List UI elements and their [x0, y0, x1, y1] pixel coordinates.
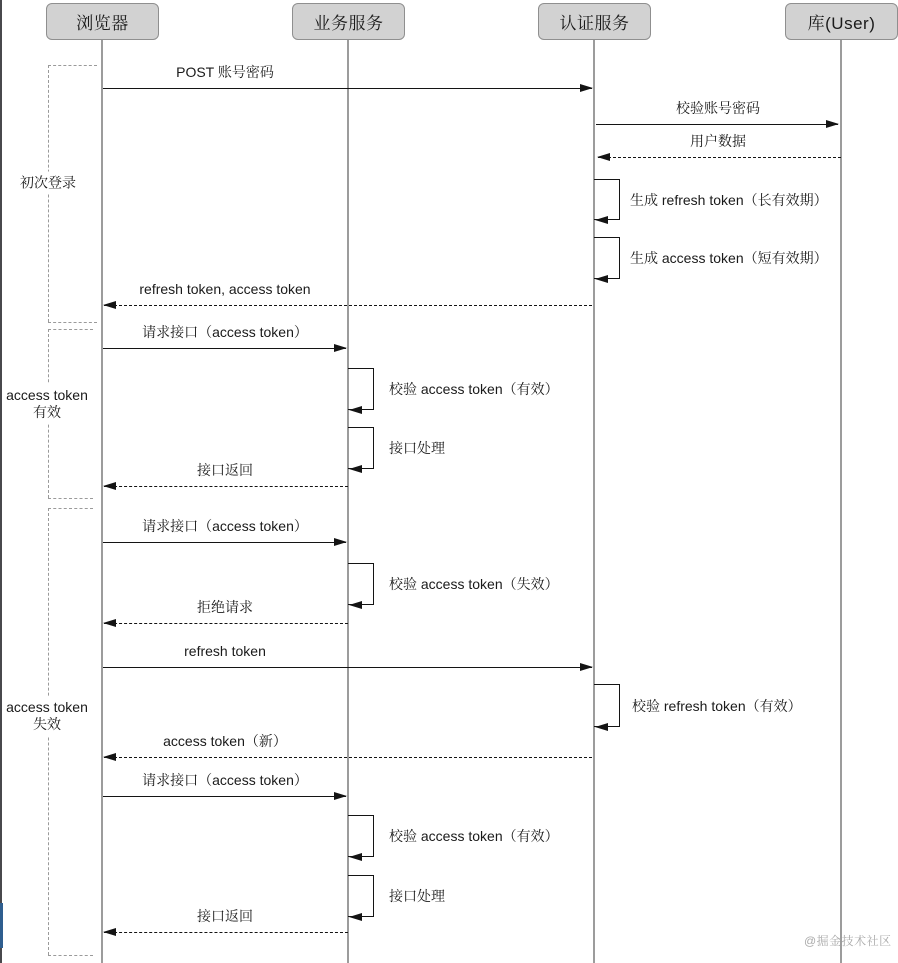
self-message-loop	[594, 684, 620, 727]
arrowhead-left-icon	[595, 723, 608, 731]
arrowhead-left-icon	[103, 482, 116, 490]
window-edge-accent	[0, 903, 3, 948]
group-label	[19, 172, 77, 195]
self-message-label: 接口处理	[389, 440, 445, 456]
message-label: 拒绝请求	[197, 599, 253, 615]
self-message-loop	[348, 563, 374, 605]
arrowhead-left-icon	[595, 275, 608, 283]
self-message-label: 接口处理	[389, 888, 445, 904]
message-label: 接口返回	[197, 908, 253, 924]
message-arrow	[104, 486, 348, 487]
group-label	[5, 696, 89, 736]
arrowhead-left-icon	[103, 619, 116, 627]
group-label-line: access token	[6, 699, 88, 715]
group-frame-tick-bottom	[48, 322, 97, 323]
self-message-label: 生成 refresh token（长有效期）	[630, 191, 828, 208]
arrowhead-right-icon	[334, 344, 347, 352]
watermark: @掘金技术社区	[804, 934, 892, 948]
arrowhead-left-icon	[349, 853, 362, 861]
actor-label: 认证服务	[559, 14, 630, 33]
group-label-line: 失效	[33, 716, 61, 732]
message-arrow	[598, 157, 841, 158]
self-message-label: 校验 access token（失效）	[389, 576, 559, 592]
message-arrow	[103, 348, 346, 349]
message-label: refresh token, access token	[139, 281, 311, 297]
message-label: POST 账号密码	[176, 64, 274, 80]
window-edge	[0, 0, 2, 963]
message-arrow	[104, 623, 348, 624]
arrowhead-right-icon	[334, 538, 347, 546]
message-label: refresh token	[184, 643, 266, 659]
self-message-loop	[594, 179, 620, 220]
arrowhead-right-icon	[580, 84, 593, 92]
group-frame-tick-top	[48, 65, 97, 66]
message-label: 请求接口（access token）	[142, 324, 308, 340]
message-arrow	[103, 88, 592, 89]
message-label: 接口返回	[197, 462, 253, 478]
arrowhead-left-icon	[595, 216, 608, 224]
self-message-loop	[348, 368, 374, 410]
actor-label: 业务服务	[313, 14, 384, 33]
message-arrow	[103, 542, 346, 543]
message-label: access token（新）	[163, 733, 287, 749]
arrowhead-left-icon	[349, 406, 362, 414]
self-message-loop	[348, 875, 374, 917]
self-message-label: 生成 access token（短有效期）	[630, 250, 828, 266]
message-label: 校验账号密码	[676, 100, 760, 116]
message-arrow	[104, 757, 592, 758]
arrowhead-left-icon	[103, 301, 116, 309]
arrowhead-right-icon	[334, 792, 347, 800]
group-label	[5, 384, 89, 424]
group-frame-tick-bottom	[48, 498, 93, 499]
arrowhead-left-icon	[349, 601, 362, 609]
arrowhead-left-icon	[597, 153, 610, 161]
self-message-loop	[348, 815, 374, 857]
message-arrow	[104, 932, 348, 933]
message-label: 请求接口（access token）	[142, 772, 308, 788]
group-frame-tick-top	[48, 329, 93, 330]
message-label: 用户数据	[690, 133, 746, 149]
lifeline-userdb	[840, 40, 842, 963]
message-arrow	[596, 124, 838, 125]
arrowhead-left-icon	[103, 753, 116, 761]
group-label-line: 有效	[33, 404, 61, 420]
lifeline-browser	[101, 40, 103, 963]
actor-label: 库(User)	[807, 14, 876, 33]
self-message-loop	[348, 427, 374, 469]
arrowhead-left-icon	[103, 928, 116, 936]
arrowhead-right-icon	[580, 663, 593, 671]
actor-userdb	[785, 3, 898, 40]
self-message-label: 校验 refresh token（有效）	[632, 697, 802, 714]
arrowhead-right-icon	[826, 120, 839, 128]
actor-browser	[46, 3, 159, 40]
actor-auth	[538, 3, 651, 40]
actor-business	[292, 3, 405, 40]
actor-label: 浏览器	[76, 14, 129, 33]
message-arrow	[103, 667, 592, 668]
group-label-line: 初次登录	[20, 174, 76, 191]
group-frame-tick-top	[48, 508, 93, 509]
group-label-line: access token	[6, 387, 88, 403]
self-message-loop	[594, 237, 620, 279]
arrowhead-left-icon	[349, 465, 362, 473]
arrowhead-left-icon	[349, 913, 362, 921]
message-label: 请求接口（access token）	[142, 518, 308, 534]
message-arrow	[103, 796, 346, 797]
message-arrow	[104, 305, 592, 306]
self-message-label: 校验 access token（有效）	[389, 381, 559, 397]
self-message-label: 校验 access token（有效）	[389, 828, 559, 844]
group-frame-tick-bottom	[48, 955, 93, 956]
